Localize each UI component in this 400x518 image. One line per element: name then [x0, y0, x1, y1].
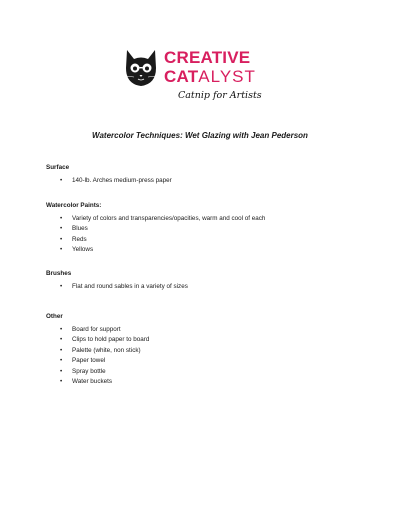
list-item-text: Clips to hold paper to board: [72, 336, 150, 344]
list-item-text: Water buckets: [72, 378, 113, 386]
brand-name-line2: [164, 68, 256, 86]
brand-alyst-text: ALYST: [198, 67, 256, 86]
brand-cat-text: CAT: [164, 67, 199, 86]
section-heading: Brushes: [46, 270, 72, 277]
list-item-text: Flat and round sables in a variety of sizes: [72, 283, 188, 290]
bullet-icon: •: [60, 225, 63, 233]
list-item: [46, 224, 366, 234]
list-item: [46, 235, 366, 245]
list-item: [46, 176, 366, 186]
brand-name-line1: CREATIVE: [164, 48, 251, 67]
list-item-text: Board for support: [72, 326, 121, 333]
list-item: [46, 325, 366, 335]
list-item: [46, 377, 366, 387]
list-item-text: 140-lb. Arches medium-press paper: [72, 177, 172, 184]
bullet-icon: •: [60, 357, 63, 365]
list-item: [46, 346, 366, 356]
list-item: [46, 282, 366, 292]
cat-with-glasses-icon: [124, 46, 158, 90]
list-item-text: Reds: [72, 235, 87, 243]
list-item-text: Blues: [72, 225, 88, 233]
section-heading: Surface: [46, 164, 70, 171]
bullet-list: [46, 176, 366, 186]
list-item-text: Variety of colors and transparencies/opacities, warm and cool of each: [72, 215, 266, 222]
list-item-text: Paper towel: [72, 357, 106, 365]
bullet-icon: •: [60, 346, 63, 354]
bullet-list: [46, 325, 366, 387]
section-surface: [46, 164, 366, 186]
list-item-text: Palette (white, non stick): [72, 346, 141, 354]
list-item: [46, 335, 366, 345]
list-item-text: Spray bottle: [72, 367, 106, 375]
bullet-icon: •: [60, 177, 63, 184]
creative-catalyst-logo: [124, 44, 284, 114]
document-title: Watercolor Techniques: Wet Glazing with Jean Pederson: [92, 131, 308, 140]
section-watercolor-paints: [46, 202, 366, 256]
bullet-icon: •: [60, 246, 63, 254]
bullet-icon: •: [60, 326, 63, 333]
list-item: [46, 367, 366, 377]
section-heading: Watercolor Paints:: [46, 202, 102, 209]
section-brushes: [46, 270, 366, 292]
bullet-icon: •: [60, 235, 63, 243]
list-item-text: Yellows: [72, 246, 94, 254]
section-other: [46, 313, 366, 387]
brand-tagline: Catnip for Artists: [178, 90, 262, 101]
section-heading: Other: [46, 313, 63, 320]
list-item: [46, 214, 366, 224]
bullet-list: [46, 214, 366, 256]
bullet-icon: •: [60, 215, 63, 222]
bullet-icon: •: [60, 336, 63, 344]
list-item: [46, 245, 366, 255]
bullet-icon: •: [60, 367, 63, 375]
bullet-list: [46, 282, 366, 292]
bullet-icon: •: [60, 283, 63, 290]
list-item: [46, 356, 366, 366]
bullet-icon: •: [60, 378, 63, 386]
